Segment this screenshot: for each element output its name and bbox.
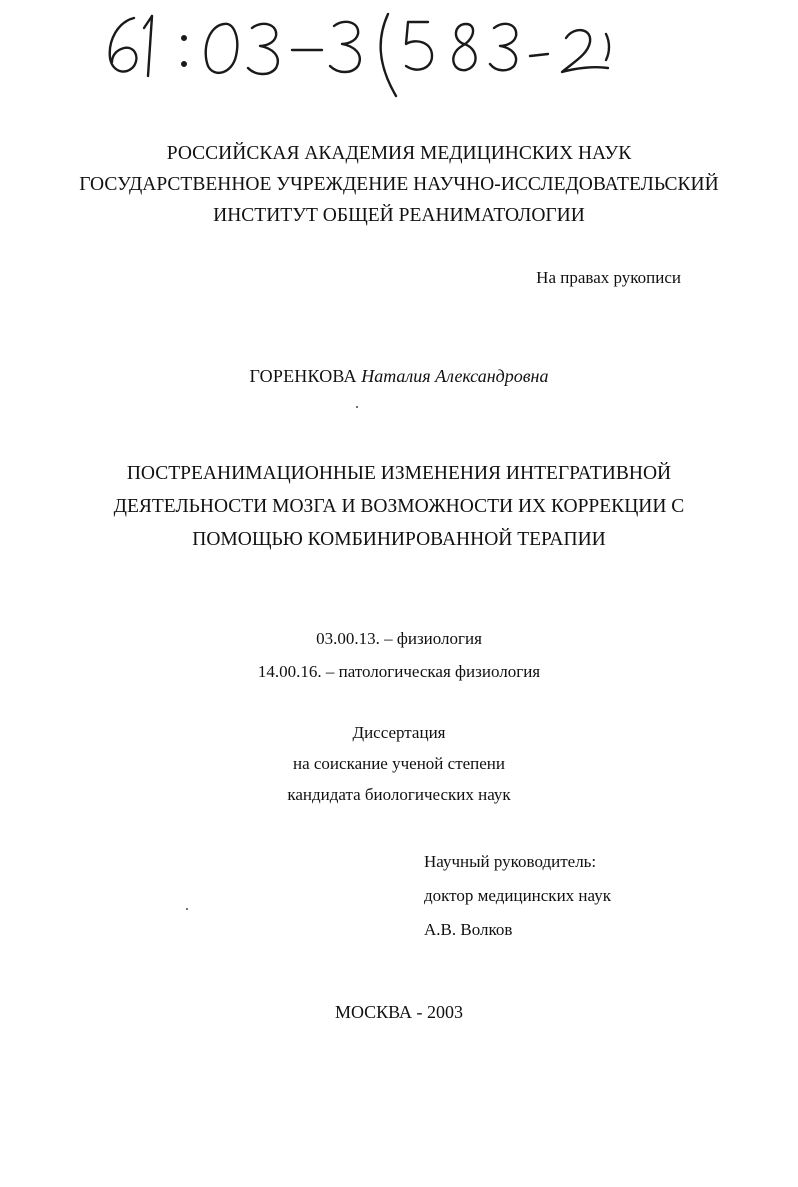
scan-dot-mark <box>356 406 358 408</box>
supervisor-block <box>424 845 611 947</box>
manuscript-rights-note: На правах рукописи <box>536 268 681 287</box>
organization-header <box>0 138 798 231</box>
degree-line-1: Диссертация <box>352 723 446 742</box>
organization-line-3: ИНСТИТУТ ОБЩЕЙ РЕАНИМАТОЛОГИИ <box>213 205 585 226</box>
scan-speck <box>186 908 188 910</box>
title-line-1: ПОСТРЕАНИМАЦИОННЫЕ ИЗМЕНЕНИЯ ИНТЕГРАТИВНОЙ <box>126 463 672 484</box>
degree-line-3: кандидата биологических наук <box>287 785 511 804</box>
title-line-3: ПОМОЩЬЮ КОМБИНИРОВАННОЙ ТЕРАПИИ <box>192 529 606 550</box>
specialty-codes <box>0 622 798 688</box>
handwritten-code-drawing <box>96 6 636 106</box>
specialty-line-2: 14.00.16. – патологическая физиология <box>257 662 541 681</box>
dissertation-title <box>0 457 798 556</box>
author-name <box>0 366 798 387</box>
degree-line-2: на соискание ученой степени <box>292 754 506 773</box>
handwritten-archive-code <box>96 6 636 106</box>
supervisor-name: А.В. Волков <box>424 920 513 939</box>
author-given-names: Наталия Александровна <box>361 366 549 386</box>
supervisor-label: Научный руководитель: <box>424 852 597 871</box>
supervisor-degree: доктор медицинских наук <box>424 886 611 905</box>
title-line-2: ДЕЯТЕЛЬНОСТИ МОЗГА И ВОЗМОЖНОСТИ ИХ КОРРЕКЦИИ С <box>113 496 685 517</box>
author-surname: ГОРЕНКОВА <box>249 366 357 386</box>
organization-line-2: ГОСУДАРСТВЕННОЕ УЧРЕЖДЕНИЕ НАУЧНО-ИССЛЕДОВАТЕЛЬСКИЙ <box>79 174 719 195</box>
degree-statement <box>0 717 798 810</box>
organization-line-1: РОССИЙСКАЯ АКАДЕМИЯ МЕДИЦИНСКИХ НАУК <box>166 143 632 164</box>
city-year: МОСКВА - 2003 <box>334 1002 464 1022</box>
specialty-line-1: 03.00.13. – физиология <box>316 629 482 648</box>
